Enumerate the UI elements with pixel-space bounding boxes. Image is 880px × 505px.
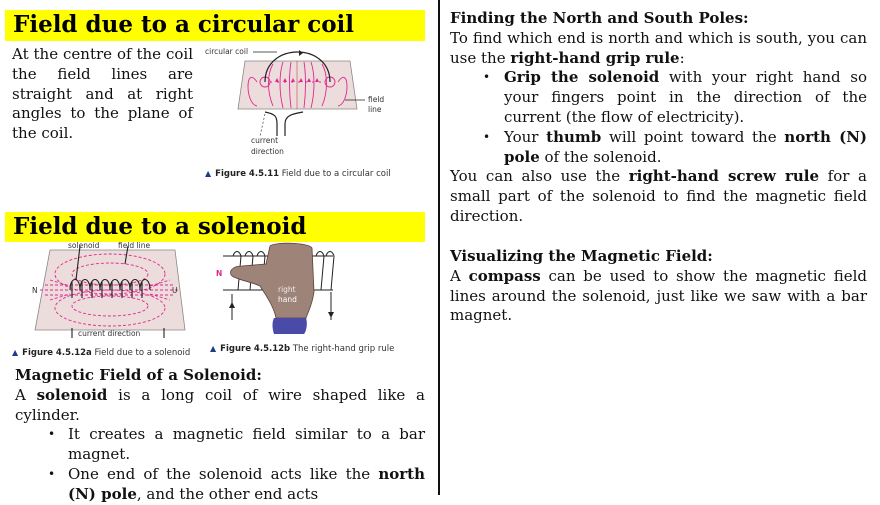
bullet-icon: • xyxy=(483,129,491,144)
coil-description: At the centre of the coil the field lines are straight and at right angles to the plane of the coil. xyxy=(12,45,193,143)
label-circular-coil: circular coil xyxy=(205,47,249,56)
poles-block xyxy=(450,9,867,227)
caption-triangle-icon: ▲ xyxy=(205,169,212,178)
visualizing-block xyxy=(450,247,867,326)
figure-caption-4-5-12b: ▲ Figure 4.5.12b The right-hand grip rule xyxy=(210,344,395,354)
magnetic-field-bullets xyxy=(15,425,425,504)
label-hand: hand xyxy=(278,295,297,304)
bullet-icon: • xyxy=(48,427,56,442)
visualizing-text: A compass can be used to show the magnetic field lines around the solenoid, just like we saw with a bar magnet. xyxy=(450,266,867,325)
coil-section-title: Field due to a circular coil xyxy=(5,10,425,41)
label-pole-left: N xyxy=(32,286,38,295)
poles-outro: You can also use the right-hand screw rule for a small part of the solenoid to find the magnetic field direction. xyxy=(450,167,868,225)
label-line: line xyxy=(368,105,382,114)
label-current-direction: current direction xyxy=(78,329,141,338)
label-direction: direction xyxy=(251,147,284,156)
magnetic-field-heading: Magnetic Field of a Solenoid: xyxy=(15,366,262,384)
poles-intro: To find which end is north and which is south, you can use the right-hand grip rule: xyxy=(450,28,867,67)
bullet-icon: • xyxy=(48,466,56,481)
visualizing-heading: Visualizing the Magnetic Field: xyxy=(450,247,713,265)
poles-heading: Finding the North and South Poles: xyxy=(450,9,749,27)
caption-triangle-icon: ▲ xyxy=(12,348,19,357)
magnetic-field-intro: A solenoid is a long coil of wire shaped like a cylinder. xyxy=(15,385,425,424)
column-divider xyxy=(438,0,440,495)
label-pole-n: N xyxy=(216,269,223,278)
right-hand-grip-diagram xyxy=(208,242,408,342)
label-field-line: field line xyxy=(118,241,151,250)
right-hand-grip-figure xyxy=(208,242,408,360)
solenoid-section-title: Field due to a solenoid xyxy=(5,212,425,242)
bullet-icon: • xyxy=(483,70,491,85)
figure-caption-4-5-11: ▲ Figure 4.5.11 Field due to a circular coil xyxy=(205,169,391,179)
list-item: • Your thumb will point toward the north (N) pole of the solenoid. xyxy=(483,127,868,166)
label-current: current xyxy=(251,136,279,145)
list-item: • Grip the solenoid with your right hand so your fingers point in the direction of the current (the flow of electricity). xyxy=(483,68,867,126)
circular-coil-diagram xyxy=(205,44,430,164)
label-field: field xyxy=(368,95,385,104)
label-pole-right: U xyxy=(172,286,178,295)
caption-triangle-icon: ▲ xyxy=(210,344,217,353)
solenoid-figure xyxy=(10,242,200,360)
list-item: • It creates a magnetic field similar to a bar magnet. xyxy=(48,425,425,464)
label-right: right xyxy=(278,285,296,294)
label-solenoid: solenoid xyxy=(68,241,100,250)
figure-caption-4-5-12a: ▲ Figure 4.5.12a Field due to a solenoid xyxy=(12,348,191,358)
magnetic-field-block xyxy=(15,366,425,505)
list-item: • One end of the solenoid acts like the north (N) pole, and the other end acts xyxy=(48,464,425,503)
poles-bullets xyxy=(450,68,867,167)
circular-coil-figure xyxy=(205,44,430,184)
